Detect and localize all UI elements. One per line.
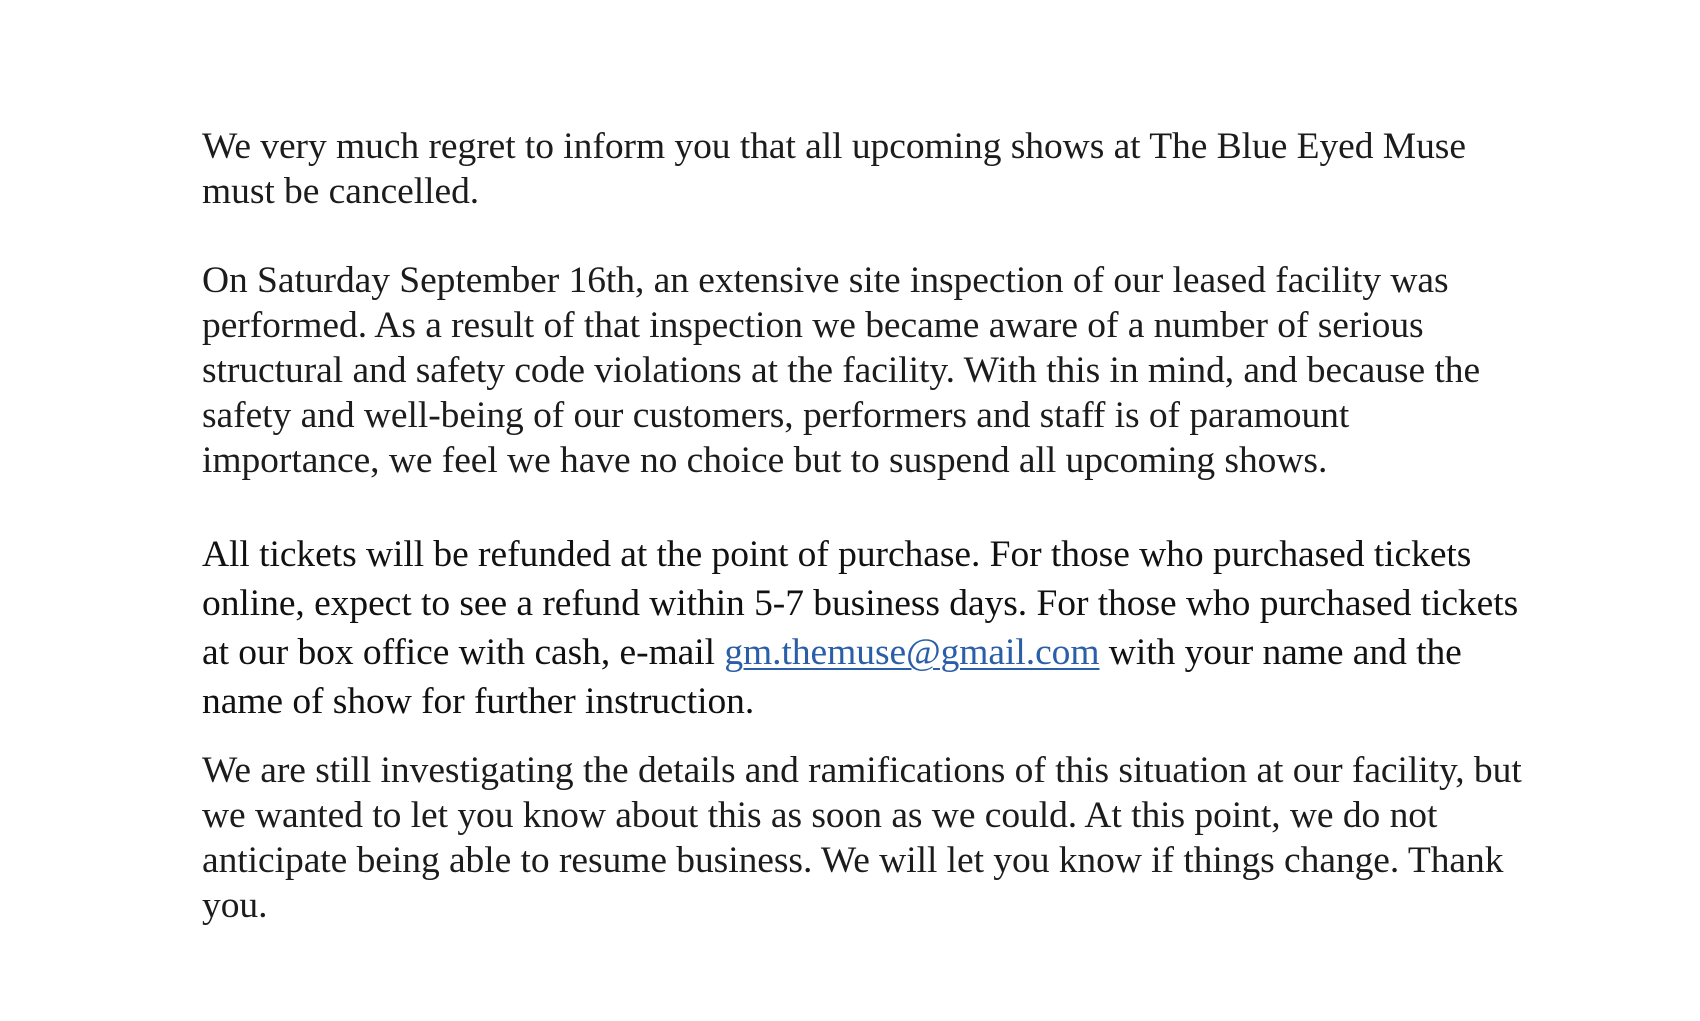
- paragraph-inspection-details: On Saturday September 16th, an extensive site inspection of our leased facility was performed. As a result of that inspection we became aware of a number of serious structural and safety code violations at the facility. With this in mind, and because the safety and well-being of our customers, performers and staff is of paramount importance, we feel we have no choice but to suspend all upcoming shows.: [202, 260, 1481, 481]
- paragraph-refund-info: [202, 530, 1532, 726]
- paragraph-closing: We are still investigating the details and ramifications of this situation at our facility, but we wanted to let you know about this as soon as we could. At this point, we do not anticipate being able to resume business. We will let you know if things change. Thank you.: [202, 750, 1522, 926]
- refund-text-before: All tickets will be refunded at the point of purchase. For those who purchased tickets online, expect to see a refund within 5-7 business days. For those who purchased tickets at our box office with cash, e-mail: [202, 534, 1519, 673]
- paragraph-cancellation-notice: We very much regret to inform you that all upcoming shows at The Blue Eyed Muse must be cancelled.: [202, 126, 1466, 212]
- contact-email-link[interactable]: gm.themuse@gmail.com: [724, 632, 1100, 673]
- refund-text-after: with your name and the name of show for further instruction.: [202, 632, 1462, 722]
- notice-document: [202, 124, 1532, 928]
